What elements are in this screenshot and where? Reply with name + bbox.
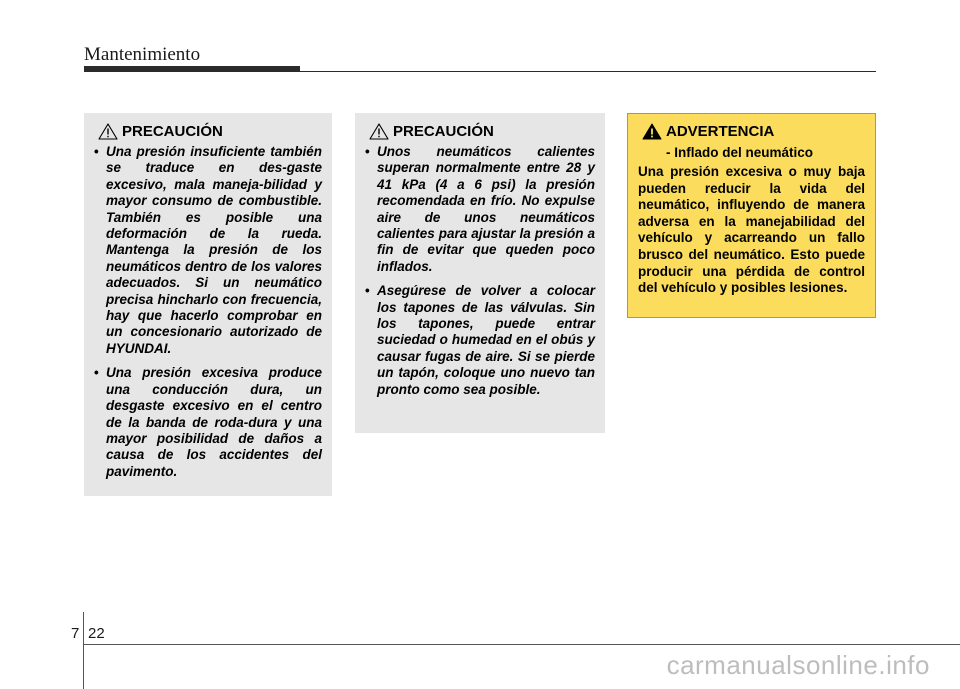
caution-box-2-list	[365, 144, 595, 398]
warning-triangle-filled-icon	[642, 123, 662, 140]
header-rule-thick	[84, 66, 300, 72]
caution-box-1-item: • Una presión insuficiente también se traduce en des-gaste excesivo, mala maneja-bilidad y mayor consumo de combustible. También es posible una deformación de la rueda. Mantenga la presión de los neumáticos dentro de los valores adecuados. Si un neumático precisa hincharlo con frecuencia, hay que hacerlo comprobar en un concesionario autorizado de HYUNDAI.	[94, 144, 322, 357]
warning-box-title: ADVERTENCIA	[666, 123, 775, 140]
caution-triangle-outline-icon	[369, 123, 389, 140]
caution-box-2-item: • Asegúrese de volver a colocar los tapones de las válvulas. Sin los tapones, puede entrar suciedad o humedad en el obús y causar fugas de aire. Si se pierde un tapón, coloque uno nuevo tan pronto como sea posible.	[365, 283, 595, 398]
caution-box-1-item: • Una presión excesiva produce una conducción dura, un desgaste excesivo en el centro de la banda de roda-dura y una mayor posibilidad de daños a causa de los accidentes del pavimento.	[94, 365, 322, 480]
caution-box-2-item: • Unos neumáticos calientes superan normalmente entre 28 y 41 kPa (4 a 6 psi) la presión recomendada en frío. No expulse aire de unos neumáticos calientes para ajustar la presión a fin de evitar que queden poco inflados.	[365, 144, 595, 275]
caution-box-1	[84, 113, 332, 496]
caution-box-1-header	[98, 123, 322, 140]
warning-box	[627, 113, 876, 318]
page-divider-vertical	[83, 612, 84, 689]
header-rule-thin	[300, 71, 876, 72]
warning-box-body: Una presión excesiva o muy baja pueden reducir la vida del neumático, influyendo de manera adversa en la manejabilidad del vehículo y acarreando un fallo brusco del neumático. Esto puede producir una pérdida de control del vehículo y posibles lesiones.	[638, 164, 865, 296]
page-number: 22	[88, 625, 105, 642]
caution-triangle-outline-icon	[98, 123, 118, 140]
caution-box-2-title: PRECAUCIÓN	[393, 123, 494, 140]
section-title: Mantenimiento	[84, 44, 201, 65]
caution-box-2	[355, 113, 605, 433]
caution-box-2-header	[369, 123, 595, 140]
watermark: carmanualsonline.info	[666, 650, 930, 680]
page-divider-horizontal	[84, 644, 960, 645]
caution-box-1-list	[94, 144, 322, 480]
caution-box-1-title: PRECAUCIÓN	[122, 123, 223, 140]
warning-box-subtitle: - Inflado del neumático	[666, 145, 814, 160]
warning-box-header	[642, 123, 865, 140]
chapter-number: 7	[71, 625, 80, 642]
